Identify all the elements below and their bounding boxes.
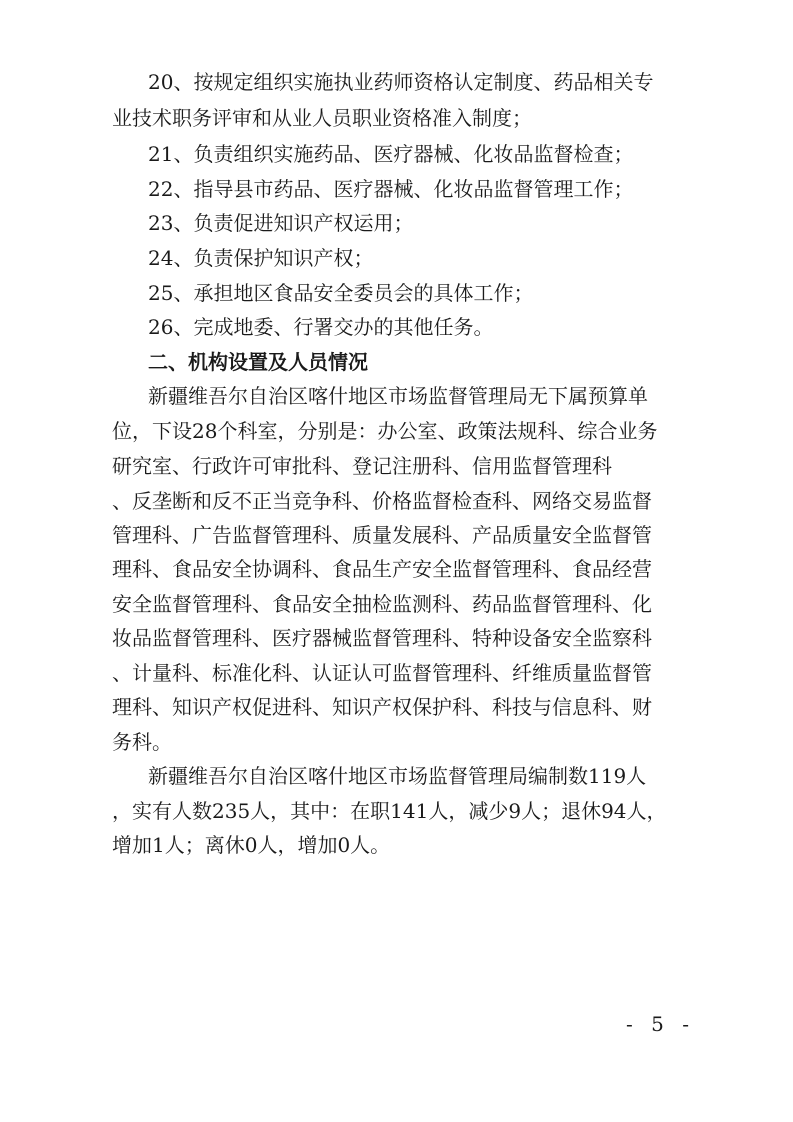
paragraph2-line: 增加1人；离休0人，增加0人。 [112, 833, 391, 857]
page-number: - 5 - [626, 1012, 695, 1036]
duty-item-20-line2: 业技术职务评审和从业人员职业资格准入制度； [112, 106, 532, 130]
paragraph1-line: 理科、知识产权促进科、知识产权保护科、科技与信息科、财 [112, 695, 652, 719]
paragraph1-line: 新疆维吾尔自治区喀什地区市场监督管理局无下属预算单 [148, 384, 648, 408]
paragraph1-line: 务科。 [112, 730, 172, 754]
paragraph1-line: 安全监督管理科、食品安全抽检监测科、药品监督管理科、化 [112, 592, 652, 616]
duty-item-24: 24、负责保护知识产权； [148, 246, 374, 270]
duty-item-26: 26、完成地委、行署交办的其他任务。 [148, 315, 494, 339]
paragraph1-line: 位，下设28个科室，分别是：办公室、政策法规科、综合业务 [112, 419, 658, 443]
paragraph1-line: 管理科、广告监督管理科、质量发展科、产品质量安全监督管 [112, 523, 652, 547]
duty-item-25: 25、承担地区食品安全委员会的具体工作； [148, 281, 534, 305]
paragraph2-line: 新疆维吾尔自治区喀什地区市场监督管理局编制数119人 [148, 764, 647, 788]
section-heading: 二、机构设置及人员情况 [148, 350, 368, 374]
paragraph1-line: 妆品监督管理科、医疗器械监督管理科、特种设备安全监察科 [112, 626, 652, 650]
duty-item-23: 23、负责促进知识产权运用； [148, 211, 414, 235]
paragraph1-line: 、计量科、标准化科、认证认可监督管理科、纤维质量监督管 [112, 661, 652, 685]
paragraph2-line: ，实有人数235人，其中：在职141人，减少9人；退休94人， [112, 799, 667, 823]
paragraph1-line: 研究室、行政许可审批科、登记注册科、信用监督管理科 [112, 454, 612, 478]
duty-item-22: 22、指导县市药品、医疗器械、化妆品监督管理工作； [148, 177, 634, 201]
paragraph1-line: 、反垄断和反不正当竞争科、价格监督检查科、网络交易监督 [112, 489, 652, 513]
duty-item-20-line1: 20、按规定组织实施执业药师资格认定制度、药品相关专 [148, 70, 654, 94]
duty-item-21: 21、负责组织实施药品、医疗器械、化妆品监督检查； [148, 142, 634, 166]
paragraph1-line: 理科、食品安全协调科、食品生产安全监督管理科、食品经营 [112, 557, 652, 581]
